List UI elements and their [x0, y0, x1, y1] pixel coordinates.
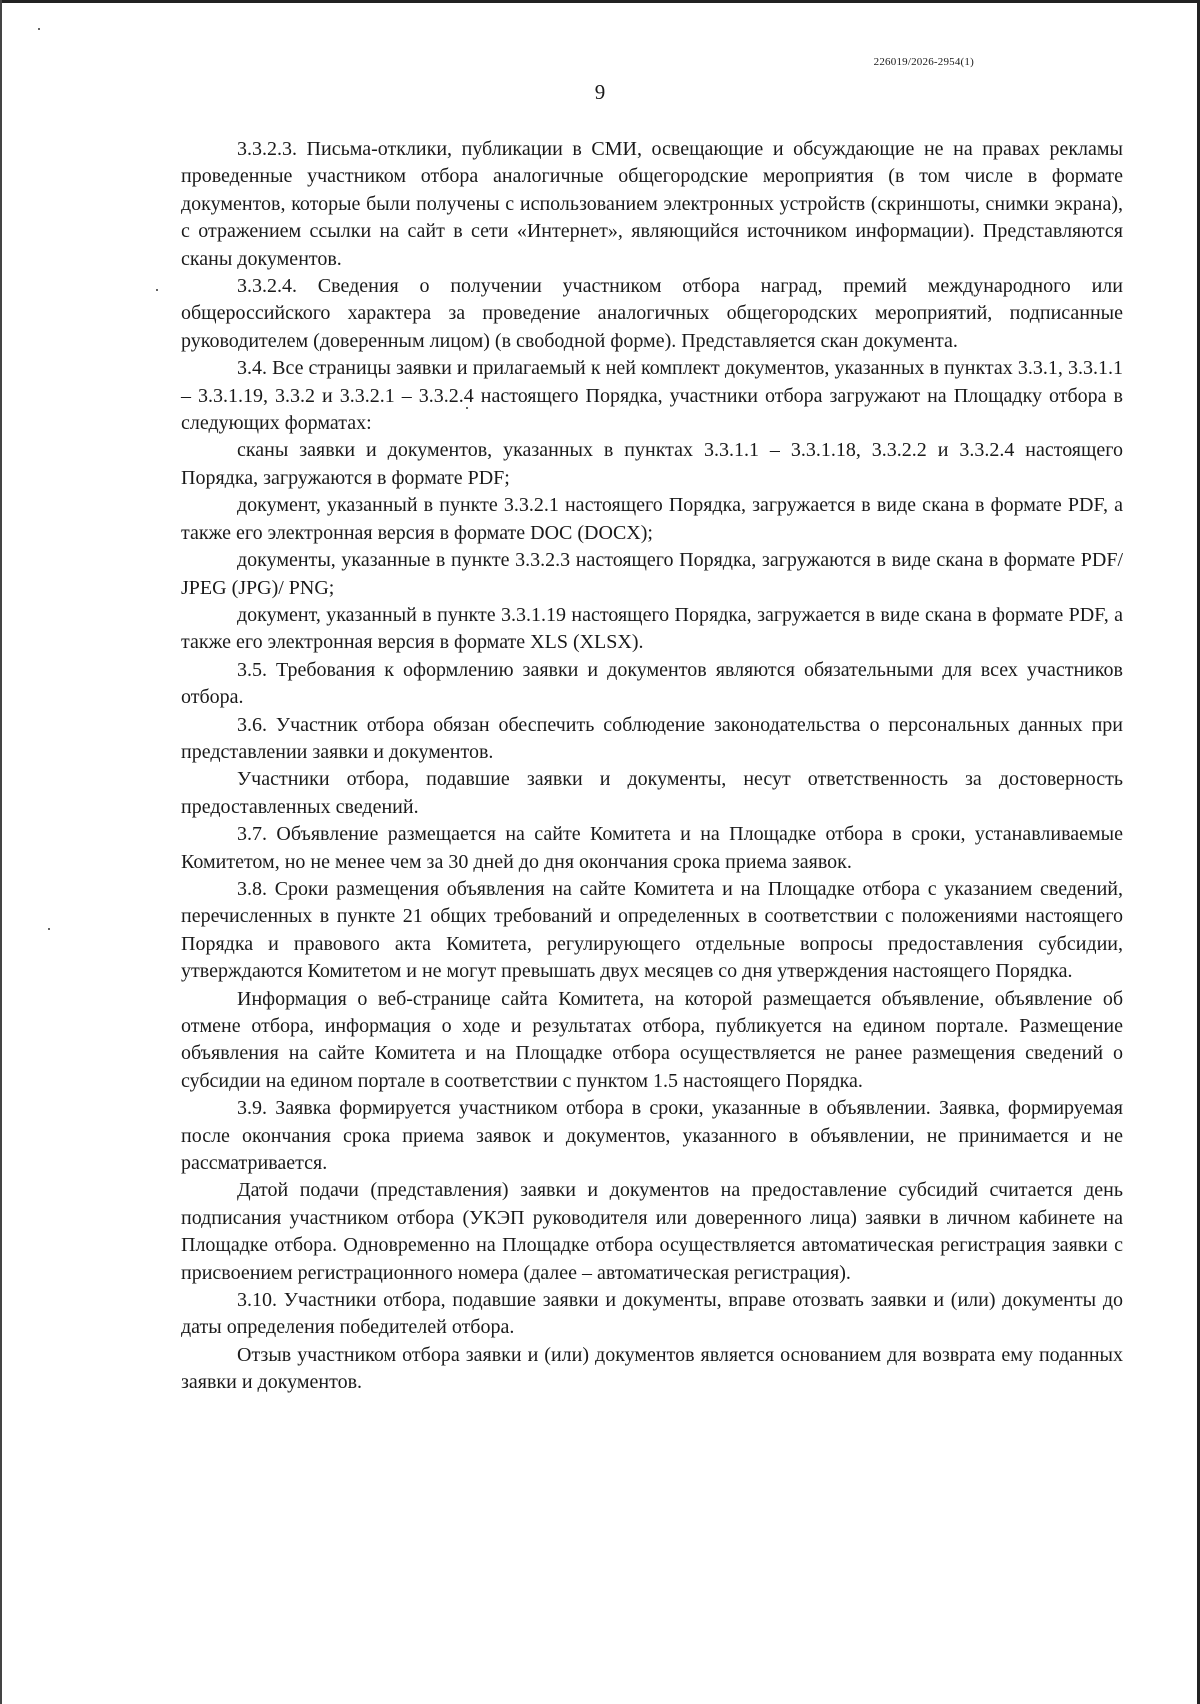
paragraph-3-8: 3.8. Сроки размещения объявления на сайте Комитета и на Площадке отбора с указанием сведений, перечисленных в пункте 21 общих требований и определенных в соответствии с положениями настоящего Порядка и правового акта Комитета, регулирующего отдельные вопросы предоставления субсидии, утверждаются Комитетом и не могут превышать двух месяцев со дня утверждения настоящего Порядка. [181, 877, 1123, 983]
paragraph-3-8-web-info: Информация о веб-странице сайта Комитета, на которой размещается объявление, объявление об отмене отбора, информация о ходе и результатах отбора, публикуется на едином портале. Размещение объявления на сайте Комитета и на Площадке отбора осуществляется не ранее размещения сведений о субсидии на едином портале в соответствии с пунктом 1.5 настоящего Порядка. [181, 987, 1123, 1092]
paragraph-3-7: 3.7. Объявление размещается на сайте Комитета и на Площадке отбора в сроки, устанавливаемые Комитетом, но не менее чем за 30 дней до дня окончания срока приема заявок. [181, 823, 1123, 873]
scan-speck [38, 28, 40, 30]
paragraph-3-10-withdrawal: Отзыв участником отбора заявки и (или) документов является основанием для возврата ему поданных заявки и документов. [181, 1343, 1123, 1394]
scan-top-edge [0, 0, 1200, 3]
document-registration-number: 226019/2026-2954(1) [873, 56, 974, 68]
paragraph-3-5: 3.5. Требования к оформлению заявки и документов являются обязательными для всех участников отбора. [181, 658, 1123, 709]
paragraph-3-10: 3.10. Участники отбора, подавшие заявки и документы, вправе отозвать заявки и (или) документы до даты определения победителей отбора. [181, 1289, 1123, 1339]
paragraph-3-4-xls-xlsx: документ, указанный в пункте 3.3.1.19 настоящего Порядка, загружается в виде скана в формате PDF, а также его электронная версия в формате XLS (XLSX). [181, 603, 1123, 654]
paragraph-3-6-responsibility: Участники отбора, подавшие заявки и документы, несут ответственность за достоверность предоставленных сведений. [181, 768, 1123, 818]
scan-left-edge [0, 0, 2, 1704]
paragraph-3-4-doc-docx: документ, указанный в пункте 3.3.2.1 настоящего Порядка, загружается в виде скана в формате PDF, а также его электронная версия в формате DOC (DOCX); [181, 494, 1123, 544]
document-body [181, 136, 1123, 1397]
page-number: 9 [594, 80, 606, 104]
paragraph-3-4: 3.4. Все страницы заявки и прилагаемый к ней комплект документов, указанных в пунктах 3.3.1, 3.3.1.1 – 3.3.1.19, 3.3.2 и 3.3.2.1 – 3.3.2.4 настоящего Порядка, участники отбора загружают на Площадку отбора в следующих форматах: [181, 357, 1123, 435]
scan-speck [156, 289, 158, 291]
paragraph-3-4-scans-pdf: сканы заявки и документов, указанных в пунктах 3.3.1.1 – 3.3.1.18, 3.3.2.2 и 3.3.2.4 настоящего Порядка, загружаются в формате PDF; [181, 439, 1123, 489]
paragraph-3-3-2-3: 3.3.2.3. Письма-отклики, публикации в СМИ, освещающие и обсуждающие не на правах рекламы проведенные участником отбора аналогичные общегородские мероприятия (в том числе в формате документов, которые были получены с использованием электронных устройств (скриншоты, снимки экрана), с отражением ссылки на сайт в сети «Интернет», являющийся источником информации). Представляются сканы документов. [181, 138, 1123, 270]
paragraph-3-3-2-4: 3.3.2.4. Сведения о получении участником отбора наград, премий международного или общероссийского характера за проведение аналогичных общегородских мероприятий, подписанные руководителем (доверенным лицом) (в свободной форме). Представляется скан документа. [181, 275, 1123, 352]
paragraph-3-9: 3.9. Заявка формируется участником отбора в сроки, указанные в объявлении. Заявка, формируемая после окончания срока приема заявок и документов, указанного в объявлении, не принимается и не рассматривается. [181, 1097, 1123, 1175]
paragraph-3-4-pdf-jpeg-png: документы, указанные в пункте 3.3.2.3 настоящего Порядка, загружаются в виде скана в формате PDF/ JPEG (JPG)/ PNG; [181, 549, 1123, 599]
paragraph-3-9-submission-date: Датой подачи (представления) заявки и документов на предоставление субсидий считается день подписания участником отбора (УКЭП руководителя или доверенного лица) заявки в личном кабинете на Площадке отбора. Одновременно на Площадке отбора осуществляется автоматическая регистрация заявки с присвоением регистрационного номера (далее – автоматическая регистрация). [181, 1179, 1123, 1284]
scan-speck [48, 928, 50, 930]
paragraph-3-6: 3.6. Участник отбора обязан обеспечить соблюдение законодательства о персональных данных при представлении заявки и документов. [181, 713, 1123, 763]
